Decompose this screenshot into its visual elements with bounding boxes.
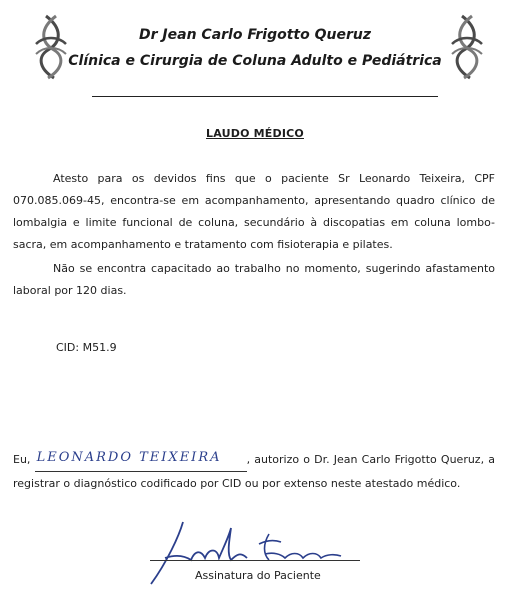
signature-label: Assinatura do Paciente [195, 569, 321, 582]
clinic-logo-icon [448, 14, 486, 80]
authorization-statement [13, 448, 495, 496]
handwritten-patient-name: LEONARDO TEIXEIRA [36, 450, 222, 465]
specialty-title: Clínica e Cirurgia de Coluna Adulto e Pediátrica [68, 53, 442, 69]
authorization-prefix: Eu, [13, 453, 31, 466]
clinic-logo-icon [32, 14, 70, 80]
report-paragraph-2: Não se encontra capacitado ao trabalho no momento, sugerindo afastamento laboral por 120 dias. [13, 262, 495, 297]
document-heading: LAUDO MÉDICO [206, 127, 304, 140]
patient-signature [145, 514, 365, 594]
patient-name-field [35, 449, 247, 472]
authorization-text: , autorizo o Dr. Jean Carlo Frigotto Queruz, a registrar o diagnóstico codificado por CID ou por extenso neste atestado médico. [13, 453, 495, 490]
report-paragraph-1: Atesto para os devidos fins que o paciente Sr Leonardo Teixeira, CPF 070.085.069-45, encontra-se em acompanhamento, apresentando quadro clínico de lombalgia e limite funcional de coluna, secundário à discopatias em coluna lombo-sacra, em acompanhamento e tratamento com fisioterapia e pilates. [13, 172, 495, 251]
header-divider [92, 96, 438, 97]
signature-line [150, 560, 360, 561]
cid-code: CID: M51.9 [56, 341, 117, 354]
doctor-name: Dr Jean Carlo Frigotto Queruz [139, 27, 371, 43]
